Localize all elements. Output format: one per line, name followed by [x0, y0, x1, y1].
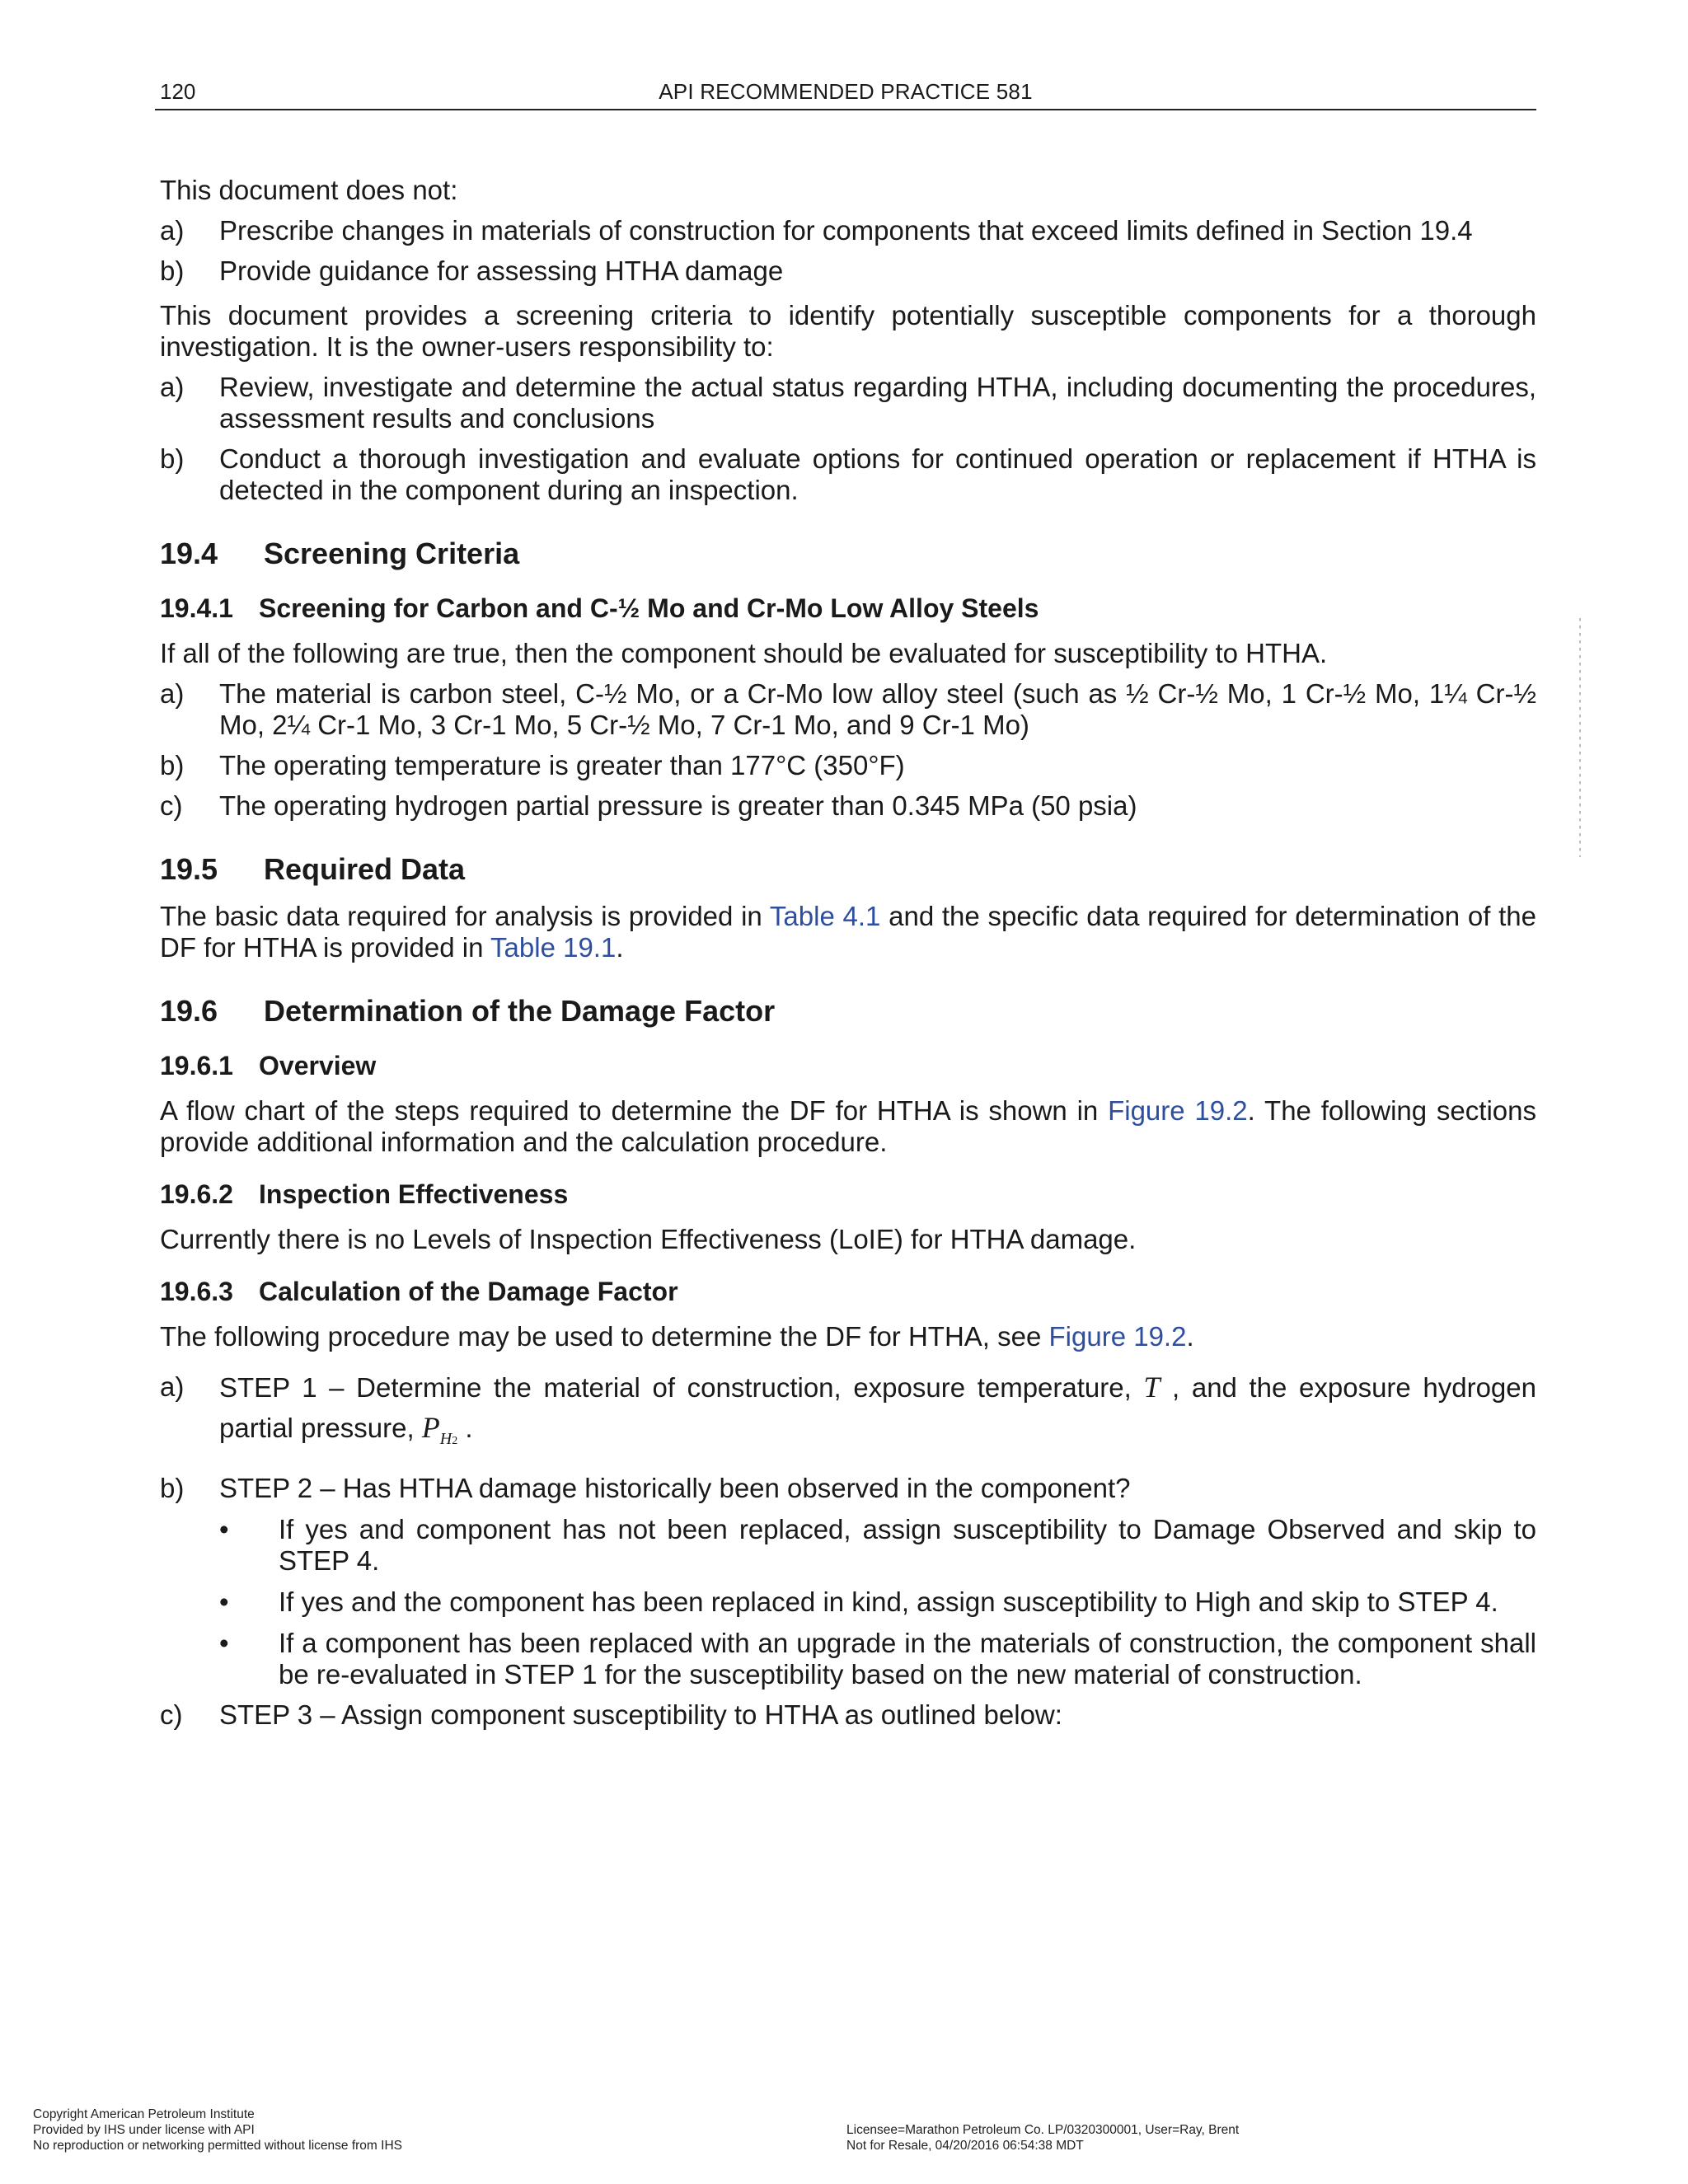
section-heading-19-4: 19.4 Screening Criteria — [160, 537, 520, 570]
overview-paragraph: A flow chart of the steps required to determine the DF for HTHA is shown in Figure 19.2. The following sections provide additional information and the calculation procedure. — [160, 1095, 1536, 1157]
hydrogen-pressure-variable: $P_{H2}$ — [421, 1411, 458, 1449]
table-4-1-link[interactable]: Table 4.1 — [769, 901, 881, 931]
list-item: • If a component has been replaced with an upgrade in the materials of construction, the component shall be re-evaluated in STEP 1 for the susceptibility based on the new material of construction. — [219, 1628, 1536, 1690]
inspection-effectiveness-paragraph: Currently there is no Levels of Inspection Effectiveness (LoIE) for HTHA damage. — [160, 1224, 1137, 1254]
calculation-paragraph: The following procedure may be used to determine the DF for HTHA, see Figure 19.2. — [160, 1321, 1194, 1352]
margin-mark — [1579, 618, 1582, 857]
page-number: 120 — [160, 79, 196, 104]
figure-19-2-link[interactable]: Figure 19.2 — [1048, 1321, 1187, 1352]
list-item: c) The operating hydrogen partial pressure is greater than 0.345 MPa (50 psia) — [160, 790, 1137, 821]
temperature-variable: T — [1143, 1371, 1160, 1404]
step-3-item: c) STEP 3 – Assign component susceptibility to HTHA as outlined below: — [160, 1699, 1062, 1731]
step-2-bullets — [160, 1514, 1536, 1690]
page-header — [155, 79, 1536, 110]
running-title: API RECOMMENDED PRACTICE 581 — [659, 79, 1033, 104]
subsection-heading-19-4-1: 19.4.1 Screening for Carbon and C-½ Mo and Cr-Mo Low Alloy Steels — [160, 593, 1039, 623]
list-item: a) Prescribe changes in materials of construction for components that exceed limits defined in Section 19.4 — [160, 215, 1473, 246]
section-heading-19-6: 19.6 Determination of the Damage Factor — [160, 994, 776, 1028]
table-19-1-link[interactable]: Table 19.1 — [490, 932, 617, 963]
required-data-paragraph: The basic data required for analysis is provided in Table 4.1 and the specific data required for determination of the DF for HTHA is provided in Table 19.1. — [160, 901, 1536, 963]
screening-paragraph: If all of the following are true, then the component should be evaluated for susceptibility to HTHA. — [160, 638, 1328, 668]
figure-19-2-link[interactable]: Figure 19.2 — [1108, 1095, 1248, 1126]
step-2-item: b) STEP 2 – Has HTHA damage historically been observed in the component? — [160, 1473, 1131, 1504]
list-item: a) The material is carbon steel, C-½ Mo, or a Cr-Mo low alloy steel (such as ½ Cr-½ Mo, 1 Cr-½ Mo, 1¼ Cr-½ Mo, 2¼ Cr-1 Mo, 3 Cr-1 Mo, 5 Cr-½ Mo, 7 Cr-1 Mo, and 9 Cr-1 Mo) — [160, 678, 1536, 740]
list-item: • If yes and component has not been replaced, assign susceptibility to Damage Observed and skip to STEP 4. — [219, 1514, 1536, 1577]
footer-copyright: Copyright American Petroleum Institute Provided by IHS under license with API No reproduction or networking permitted without license from IHS — [33, 2107, 402, 2153]
subsection-heading-19-6-2: 19.6.2 Inspection Effectiveness — [160, 1179, 569, 1209]
intro-not-label: This document does not: — [160, 175, 458, 205]
list-item: b) Conduct a thorough investigation and evaluate options for continued operation or replacement if HTHA is detected in the component during an inspection. — [160, 443, 1536, 505]
section-heading-19-5: 19.5 Required Data — [160, 852, 466, 886]
list-item: a) Review, investigate and determine the actual status regarding HTHA, including documenting the procedures, assessment results and conclusions — [160, 372, 1536, 434]
footer-license: Licensee=Marathon Petroleum Co. LP/0320300001, User=Ray, Brent Not for Resale, 04/20/2016 06:54:38 MDT — [846, 2123, 1240, 2153]
document-body — [160, 175, 1536, 1731]
step-1-item: a) STEP 1 – Determine the material of construction, exposure temperature, T , and the exposure hydrogen partial pressure, $P_{H2}$ . — [160, 1371, 1536, 1449]
list-item: b) The operating temperature is greater than 177°C (350°F) — [160, 750, 905, 780]
intro-provides-paragraph: This document provides a screening criteria to identify potentially susceptible components for a thorough investigation. It is the owner-users responsibility to: — [160, 300, 1536, 362]
subsection-heading-19-6-3: 19.6.3 Calculation of the Damage Factor — [160, 1277, 678, 1306]
list-item: • If yes and the component has been replaced in kind, assign susceptibility to High and skip to STEP 4. — [219, 1586, 1498, 1618]
list-item: b) Provide guidance for assessing HTHA damage — [160, 255, 784, 286]
subsection-heading-19-6-1: 19.6.1 Overview — [160, 1051, 377, 1080]
